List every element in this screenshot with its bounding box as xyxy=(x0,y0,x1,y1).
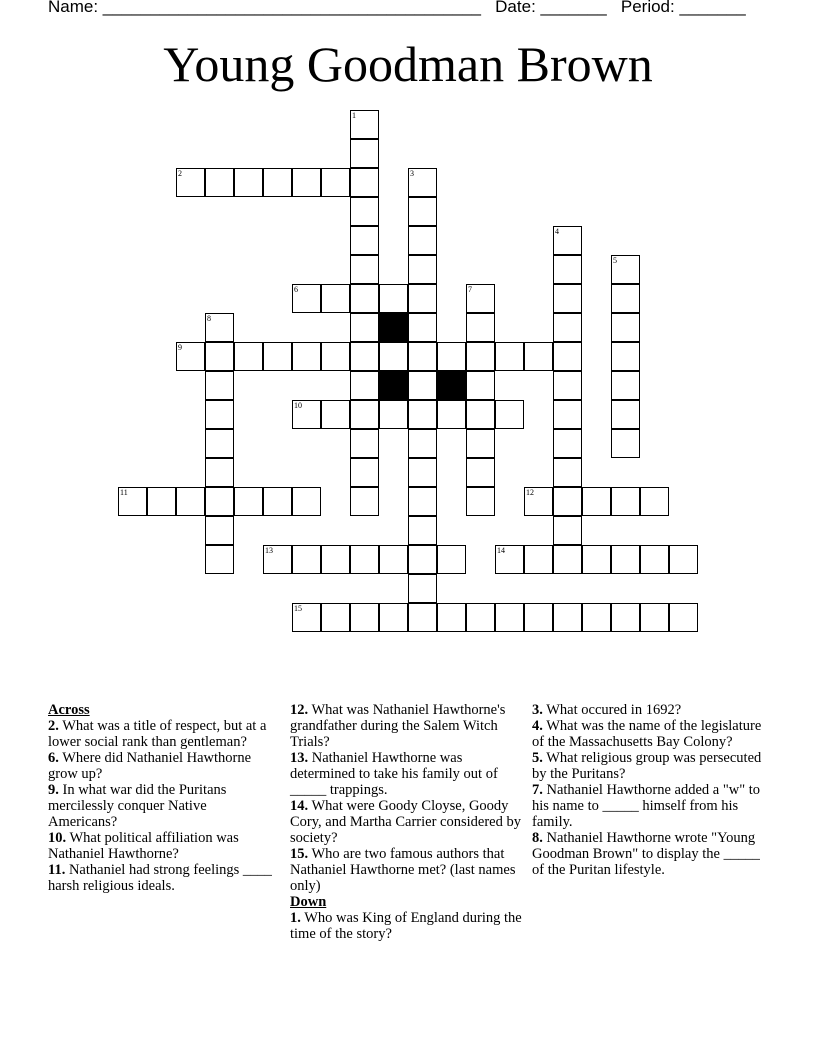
grid-cell[interactable] xyxy=(408,168,437,197)
grid-cell[interactable] xyxy=(408,255,437,284)
grid-cell[interactable] xyxy=(408,342,437,371)
clue-number: 8 xyxy=(207,314,211,323)
clue-number: 3 xyxy=(410,169,414,178)
grid-cell[interactable] xyxy=(553,284,582,313)
grid-cell[interactable] xyxy=(176,487,205,516)
grid-cell[interactable] xyxy=(611,545,640,574)
grid-cell[interactable] xyxy=(408,458,437,487)
grid-cell[interactable] xyxy=(437,545,466,574)
grid-cell[interactable] xyxy=(408,313,437,342)
grid-cell[interactable] xyxy=(437,400,466,429)
grid-block xyxy=(437,371,466,400)
grid-cell[interactable] xyxy=(495,400,524,429)
grid-cell[interactable] xyxy=(205,400,234,429)
grid-cell[interactable] xyxy=(176,342,205,371)
clue-across-12: 12. What was Nathaniel Hawthorne's grandfather during the Salem Witch Trials? xyxy=(290,702,506,750)
grid-cell[interactable] xyxy=(205,371,234,400)
down-heading: Down xyxy=(290,894,327,910)
grid-cell[interactable] xyxy=(263,487,292,516)
grid-cell[interactable] xyxy=(408,429,437,458)
clue-number: 6 xyxy=(294,285,298,294)
grid-cell[interactable] xyxy=(582,487,611,516)
clue-down-5: 5. What religious group was persecuted by the Puritans? xyxy=(532,750,762,782)
clue-number: 10 xyxy=(294,401,302,410)
grid-cell[interactable] xyxy=(408,400,437,429)
grid-cell[interactable] xyxy=(350,139,379,168)
grid-cell[interactable] xyxy=(263,168,292,197)
clue-number: 7 xyxy=(468,285,472,294)
grid-cell[interactable] xyxy=(611,429,640,458)
grid-cell[interactable] xyxy=(321,342,350,371)
grid-cell[interactable] xyxy=(466,284,495,313)
clue-column-2 xyxy=(290,702,525,942)
clue-column-1 xyxy=(48,702,273,894)
grid-cell[interactable] xyxy=(524,545,553,574)
clue-down-8: 8. Nathaniel Hawthorne wrote "Young Goodman Brown" to display the _____ of the Puritan lifestyle. xyxy=(532,830,760,878)
grid-cell[interactable] xyxy=(205,168,234,197)
grid-cell[interactable] xyxy=(350,255,379,284)
grid-cell[interactable] xyxy=(205,342,234,371)
clue-number: 4 xyxy=(555,227,559,236)
clue-across-11: 11. Nathaniel had strong feelings ____ harsh religious ideals. xyxy=(48,862,272,894)
clue-number: 12 xyxy=(526,488,534,497)
grid-cell[interactable] xyxy=(466,313,495,342)
grid-cell[interactable] xyxy=(408,516,437,545)
page-title: Young Goodman Brown xyxy=(163,36,653,92)
grid-cell[interactable] xyxy=(321,545,350,574)
grid-cell[interactable] xyxy=(379,284,408,313)
grid-cell[interactable] xyxy=(553,342,582,371)
clue-number: 1 xyxy=(352,111,356,120)
grid-cell[interactable] xyxy=(553,516,582,545)
clue-across-15: 15. Who are two famous authors that Nathaniel Hawthorne met? (last names only) xyxy=(290,846,516,894)
grid-cell[interactable] xyxy=(379,603,408,632)
grid-cell[interactable] xyxy=(379,545,408,574)
grid-cell[interactable] xyxy=(640,545,669,574)
grid-cell[interactable] xyxy=(611,284,640,313)
clue-number: 14 xyxy=(497,546,505,555)
grid-cell[interactable] xyxy=(379,342,408,371)
grid-cell[interactable] xyxy=(466,603,495,632)
grid-cell[interactable] xyxy=(466,342,495,371)
grid-cell[interactable] xyxy=(292,284,321,313)
grid-cell[interactable] xyxy=(234,168,263,197)
grid-cell[interactable] xyxy=(611,313,640,342)
clue-number: 5 xyxy=(613,256,617,265)
grid-cell[interactable] xyxy=(350,458,379,487)
clue-number: 15 xyxy=(294,604,302,613)
grid-cell[interactable] xyxy=(263,342,292,371)
grid-cell[interactable] xyxy=(176,168,205,197)
clue-down-4: 4. What was the name of the legislature of the Massachusetts Bay Colony? xyxy=(532,718,762,750)
grid-cell[interactable] xyxy=(466,429,495,458)
clue-down-7: 7. Nathaniel Hawthorne added a "w" to his name to _____ himself from his family. xyxy=(532,782,761,830)
grid-cell[interactable] xyxy=(350,168,379,197)
grid-cell[interactable] xyxy=(611,371,640,400)
clue-number: 13 xyxy=(265,546,273,555)
grid-cell[interactable] xyxy=(350,487,379,516)
grid-cell[interactable] xyxy=(408,603,437,632)
grid-cell[interactable] xyxy=(611,603,640,632)
grid-cell[interactable] xyxy=(292,545,321,574)
grid-cell[interactable] xyxy=(524,603,553,632)
grid-cell[interactable] xyxy=(408,284,437,313)
grid-cell[interactable] xyxy=(321,284,350,313)
grid-cell[interactable] xyxy=(524,342,553,371)
grid-cell[interactable] xyxy=(350,371,379,400)
clue-across-9: 9. In what war did the Puritans mercilessly conquer Native Americans? xyxy=(48,782,227,830)
clue-across-10: 10. What political affiliation was Nathaniel Hawthorne? xyxy=(48,830,239,862)
clue-down-3: 3. What occured in 1692? xyxy=(532,702,682,718)
grid-cell[interactable] xyxy=(350,545,379,574)
grid-cell[interactable] xyxy=(350,197,379,226)
grid-cell[interactable] xyxy=(582,545,611,574)
grid-cell[interactable] xyxy=(582,603,611,632)
clue-number: 9 xyxy=(178,343,182,352)
grid-cell[interactable] xyxy=(611,255,640,284)
grid-cell[interactable] xyxy=(292,400,321,429)
grid-cell[interactable] xyxy=(321,168,350,197)
grid-cell[interactable] xyxy=(466,400,495,429)
grid-cell[interactable] xyxy=(553,487,582,516)
grid-cell[interactable] xyxy=(611,342,640,371)
grid-cell[interactable] xyxy=(553,226,582,255)
grid-cell[interactable] xyxy=(553,400,582,429)
grid-cell[interactable] xyxy=(669,603,698,632)
grid-cell[interactable] xyxy=(553,429,582,458)
grid-cell[interactable] xyxy=(350,342,379,371)
grid-cell[interactable] xyxy=(466,487,495,516)
grid-cell[interactable] xyxy=(205,429,234,458)
grid-cell[interactable] xyxy=(553,545,582,574)
grid-cell[interactable] xyxy=(408,226,437,255)
clue-number: 2 xyxy=(178,169,182,178)
grid-cell[interactable] xyxy=(553,313,582,342)
grid-cell[interactable] xyxy=(640,603,669,632)
grid-cell[interactable] xyxy=(437,342,466,371)
grid-cell[interactable] xyxy=(234,342,263,371)
across-heading: Across xyxy=(48,702,90,718)
grid-cell[interactable] xyxy=(553,371,582,400)
clue-across-2: 2. What was a title of respect, but at a lower social rank than gentleman? xyxy=(48,718,267,750)
grid-cell[interactable] xyxy=(205,516,234,545)
clue-across-14: 14. What were Goody Cloyse, Goody Cory, and Martha Carrier considered by society? xyxy=(290,798,521,846)
grid-cell[interactable] xyxy=(292,342,321,371)
grid-cell[interactable] xyxy=(611,400,640,429)
grid-cell[interactable] xyxy=(147,487,176,516)
grid-cell[interactable] xyxy=(292,487,321,516)
date-field[interactable]: Date: _______ xyxy=(495,0,607,16)
grid-cell[interactable] xyxy=(408,574,437,603)
grid-cell[interactable] xyxy=(495,342,524,371)
grid-cell[interactable] xyxy=(640,487,669,516)
grid-cell[interactable] xyxy=(553,603,582,632)
name-field[interactable]: Name: ________________________________________ xyxy=(48,0,481,16)
grid-cell[interactable] xyxy=(408,487,437,516)
grid-cell[interactable] xyxy=(553,255,582,284)
grid-cell[interactable] xyxy=(611,487,640,516)
grid-cell[interactable] xyxy=(466,371,495,400)
grid-cell[interactable] xyxy=(408,197,437,226)
grid-cell[interactable] xyxy=(437,603,466,632)
grid-cell[interactable] xyxy=(495,603,524,632)
grid-cell[interactable] xyxy=(350,603,379,632)
grid-cell[interactable] xyxy=(350,284,379,313)
grid-block xyxy=(379,313,408,342)
grid-cell[interactable] xyxy=(350,429,379,458)
grid-cell[interactable] xyxy=(669,545,698,574)
grid-cell[interactable] xyxy=(205,458,234,487)
grid-cell[interactable] xyxy=(350,313,379,342)
period-field[interactable]: Period: _______ xyxy=(620,0,746,16)
grid-cell[interactable] xyxy=(408,545,437,574)
clue-across-6: 6. Where did Nathaniel Hawthorne grow up? xyxy=(48,750,252,782)
grid-cell[interactable] xyxy=(495,545,524,574)
grid-cell[interactable] xyxy=(350,400,379,429)
grid-cell[interactable] xyxy=(118,487,147,516)
grid-cell[interactable] xyxy=(292,603,321,632)
clue-column-3 xyxy=(532,702,772,878)
grid-cell[interactable] xyxy=(205,545,234,574)
grid-cell[interactable] xyxy=(553,458,582,487)
grid-block xyxy=(379,371,408,400)
clue-number: 11 xyxy=(120,488,128,497)
grid-cell[interactable] xyxy=(350,110,379,139)
grid-cell[interactable] xyxy=(292,168,321,197)
grid-cell[interactable] xyxy=(408,371,437,400)
grid-cell[interactable] xyxy=(466,458,495,487)
grid-cell[interactable] xyxy=(350,226,379,255)
clue-across-13: 13. Nathaniel Hawthorne was determined to take his family out of _____ trappings. xyxy=(290,750,498,798)
grid-cell[interactable] xyxy=(524,487,553,516)
grid-cell[interactable] xyxy=(205,487,234,516)
clue-down-1: 1. Who was King of England during the time of the story? xyxy=(290,910,522,942)
grid-cell[interactable] xyxy=(379,400,408,429)
grid-cell[interactable] xyxy=(321,400,350,429)
grid-cell[interactable] xyxy=(234,487,263,516)
grid-cell[interactable] xyxy=(321,603,350,632)
grid-cell[interactable] xyxy=(263,545,292,574)
grid-cell[interactable] xyxy=(205,313,234,342)
